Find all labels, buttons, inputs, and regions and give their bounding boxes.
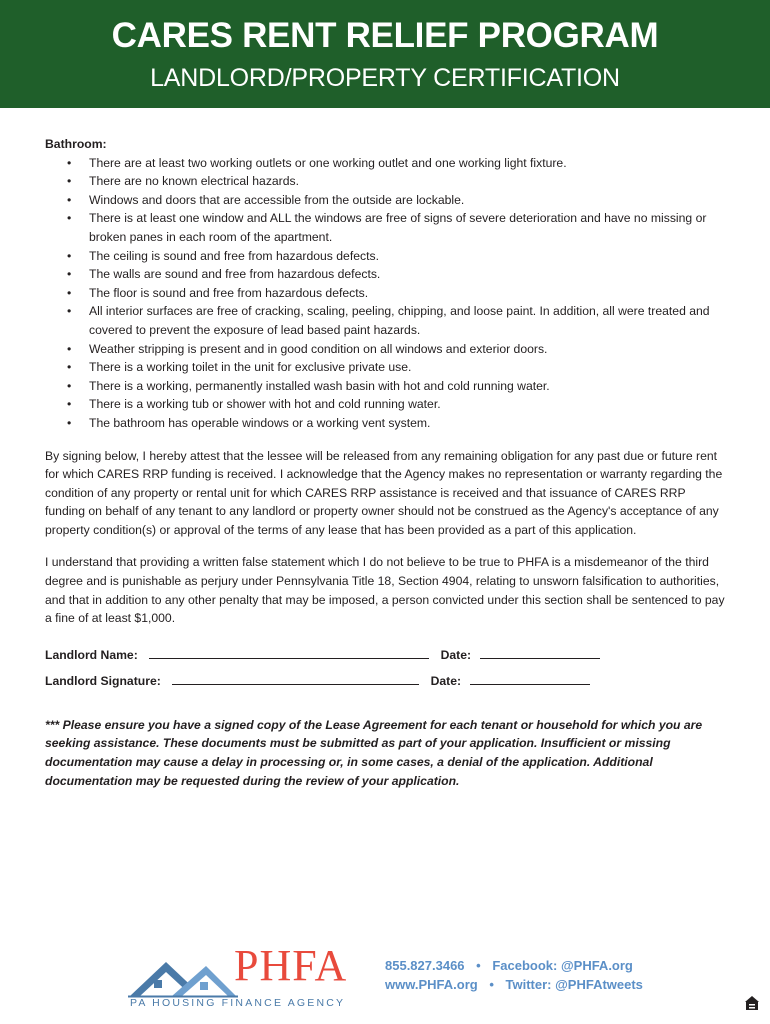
date-label: Date: [430,673,462,688]
landlord-signature-field[interactable] [172,672,419,685]
list-item: • The walls are sound and free from hazardous defects. [67,267,381,282]
houses-icon [128,948,238,998]
bullet-separator: • [476,958,481,973]
list-item: • There is a working, permanently installed wash basin with hot and cold running water. [67,378,550,393]
agency-name: PA HOUSING FINANCE AGENCY [130,997,346,1009]
header-banner [0,0,770,108]
bullet-separator: • [489,977,494,992]
footer [0,940,770,1024]
equal-housing-icon [744,995,760,1011]
website-link[interactable]: www.PHFA.org [385,977,478,992]
date-field[interactable] [480,646,600,659]
page-subtitle: LANDLORD/PROPERTY CERTIFICATION [150,64,620,92]
landlord-signature-label: Landlord Signature: [45,673,161,688]
date-label: Date: [440,647,472,662]
list-item: • The ceiling is sound and free from hazardous defects. [67,248,379,263]
list-item: • All interior surfaces are free of cracking, scaling, peeling, chipping, and loose paint. In addition, all were treated and covered to prevent the exposure of lead based paint hazards. [67,304,710,337]
signature-block [45,646,727,698]
page-title: CARES RENT RELIEF PROGRAM [111,16,659,55]
phfa-logo [128,941,368,1010]
bathroom-checklist [45,154,727,433]
landlord-name-row [45,646,727,672]
section-label-bathroom: Bathroom: [45,137,107,151]
landlord-name-label: Landlord Name: [45,647,138,662]
logo-wordmark: PHFA [234,941,348,990]
date-field[interactable] [470,672,590,685]
facebook-link[interactable]: Facebook: @PHFA.org [492,958,633,973]
landlord-name-field[interactable] [149,646,429,659]
attestation-paragraph: By signing below, I hereby attest that the lessee will be released from any remaining obligation for any past due or future rent for which CARES RRP funding is received. I acknowledge that the Agency makes no representation or warranty regarding the condition of any property or rental unit for which CARES RRP assistance is received and that issuance of CARES RRP funding on behalf of any tenant to any landlord or property owner should not be construed as the Agency's acceptance of any property condition(s) or approval of the terms of any lease that has been provided as a part of this application. [45,448,723,537]
list-item: • The floor is sound and free from hazardous defects. [67,285,369,300]
list-item: • There is at least one window and ALL the windows are free of signs of severe deterioration and have no missing or broken panes in each room of the apartment. [67,211,707,244]
document-body [45,135,727,790]
false-statement-paragraph: I understand that providing a written false statement which I do not believe to be true to PHFA is a misdemeanor of the third degree and is punishable as perjury under Pennsylvania Title 18, Section 4904, relating to unsworn falsification to authorities, and that in addition to any other penalty that may be imposed, a person convicted under this section shall be sentenced to pay a fine of at least $1,000. [45,555,725,626]
list-item: • Weather stripping is present and in good condition on all windows and exterior doors. [67,341,548,356]
list-item: • There is a working toilet in the unit for exclusive private use. [67,360,412,375]
list-item: • The bathroom has operable windows or a working vent system. [67,415,431,430]
list-item: • There are at least two working outlets or one working outlet and one working light fixture. [67,155,567,170]
contact-info [385,956,643,994]
list-item: • Windows and doors that are accessible from the outside are lockable. [67,192,465,207]
twitter-link[interactable]: Twitter: @PHFAtweets [505,977,643,992]
list-item: • There is a working tub or shower with hot and cold running water. [67,397,441,412]
lease-notice: *** Please ensure you have a signed copy of the Lease Agreement for each tenant or household for which you are seeking assistance. These documents must be submitted as part of your application. Insufficient or missing documentation may cause a delay in processing or, in some cases, a denial of the application. Additional documentation may be requested during the review of your application. [45,717,703,788]
phone-number: 855.827.3466 [385,958,465,973]
landlord-signature-row [45,672,727,698]
list-item: • There are no known electrical hazards. [67,174,300,189]
